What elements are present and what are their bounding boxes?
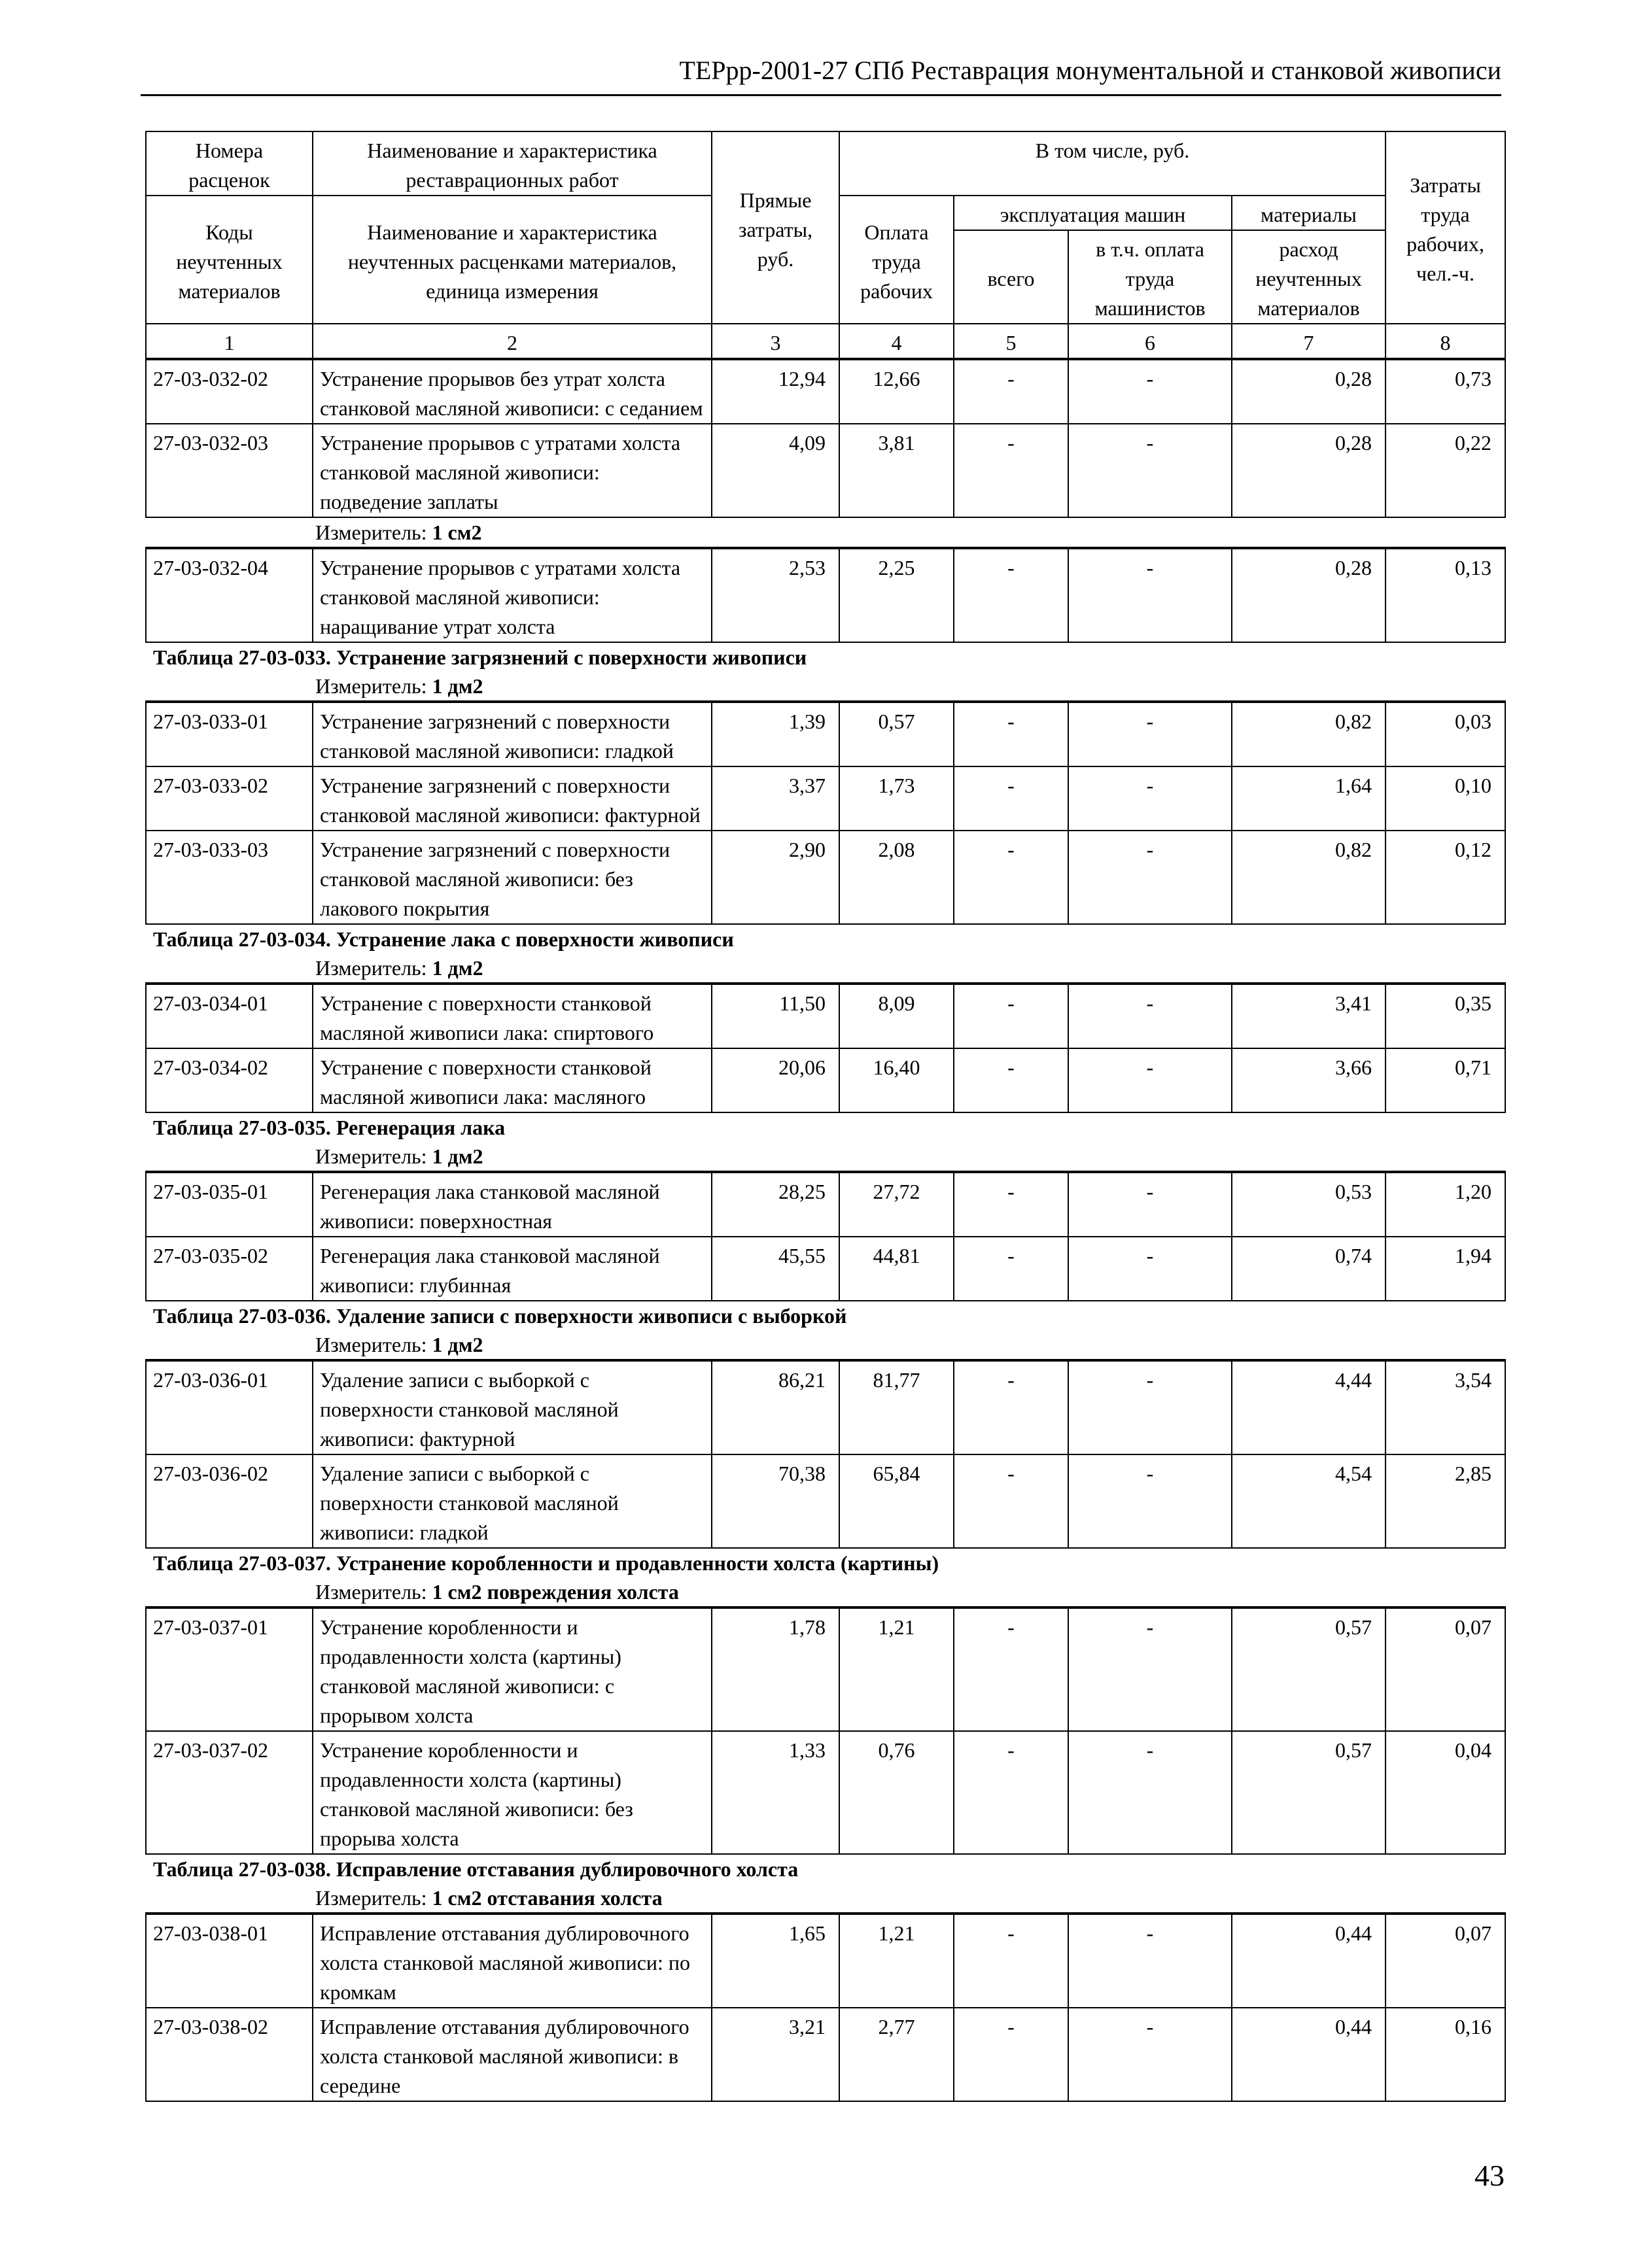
row-direct: 1,65 bbox=[712, 1914, 839, 2008]
row-machines: - bbox=[954, 1360, 1068, 1454]
row-direct: 2,53 bbox=[712, 548, 839, 642]
section-unit bbox=[145, 518, 1505, 547]
section-title: Таблица 27-03-038. Исправление отставания дублировочного холста bbox=[153, 1857, 799, 1881]
row-code: 27-03-036-02 bbox=[146, 1454, 313, 1548]
row-name: Устранение загрязнений с поверхности станковой масляной живописи: гладкой bbox=[313, 702, 712, 766]
row-machines: - bbox=[954, 1914, 1068, 2008]
row-materials: 4,54 bbox=[1232, 1454, 1385, 1548]
table-row bbox=[146, 1454, 1505, 1548]
row-direct: 45,55 bbox=[712, 1237, 839, 1301]
col-num-3: 3 bbox=[712, 324, 839, 358]
section-title: Таблица 27-03-035. Регенерация лака bbox=[153, 1116, 506, 1139]
row-pay: 1,21 bbox=[839, 1914, 954, 2008]
section-title: Таблица 27-03-036. Удаление записи с поверхности живописи с выборкой bbox=[153, 1304, 847, 1328]
row-name: Устранение прорывов без утрат холста станковой масляной живописи: с седанием bbox=[313, 360, 712, 424]
row-pay: 1,21 bbox=[839, 1607, 954, 1731]
table-section bbox=[145, 1549, 1505, 1855]
table-row bbox=[146, 1048, 1505, 1112]
row-direct: 12,94 bbox=[712, 360, 839, 424]
row-direct: 1,33 bbox=[712, 1731, 839, 1854]
row-name: Удаление записи с выборкой с поверхности станковой масляной живописи: фактурной bbox=[313, 1360, 712, 1454]
unit-label: Измеритель: bbox=[315, 956, 427, 980]
col-num-6: 6 bbox=[1068, 324, 1232, 358]
row-pay: 2,77 bbox=[839, 2008, 954, 2101]
unit-label: Измеритель: bbox=[315, 1580, 427, 1604]
row-machines-pay: - bbox=[1068, 1731, 1232, 1854]
col-materials-use: расход неучтенных материалов bbox=[1232, 230, 1385, 324]
row-code: 27-03-033-02 bbox=[146, 766, 313, 831]
row-code: 27-03-035-01 bbox=[146, 1172, 313, 1237]
section-title: Таблица 27-03-034. Устранение лака с поверхности живописи bbox=[153, 927, 734, 951]
row-labor: 0,73 bbox=[1385, 360, 1505, 424]
row-machines: - bbox=[954, 766, 1068, 831]
row-labor: 2,85 bbox=[1385, 1454, 1505, 1548]
col-name-bottom: Наименование и характеристика неучтенных расценками материалов, единица измерения bbox=[313, 196, 712, 324]
row-machines: - bbox=[954, 1454, 1068, 1548]
row-materials: 0,57 bbox=[1232, 1607, 1385, 1731]
unit-value: 1 см2 отставания холста bbox=[432, 1886, 663, 1910]
unit-value: 1 дм2 bbox=[432, 956, 483, 980]
page-header bbox=[141, 52, 1501, 96]
row-labor: 0,16 bbox=[1385, 2008, 1505, 2101]
table-section bbox=[145, 359, 1505, 518]
row-direct: 86,21 bbox=[712, 1360, 839, 1454]
col-codes-top: Номера расценок bbox=[146, 131, 313, 196]
row-code: 27-03-034-01 bbox=[146, 984, 313, 1048]
unit-label: Измеритель: bbox=[315, 521, 427, 544]
row-direct: 1,78 bbox=[712, 1607, 839, 1731]
table-section bbox=[145, 518, 1505, 643]
col-num-7: 7 bbox=[1232, 324, 1385, 358]
section-unit bbox=[145, 1142, 1505, 1171]
row-pay: 0,76 bbox=[839, 1731, 954, 1854]
col-machines-total: всего bbox=[954, 230, 1068, 324]
table-row bbox=[146, 1172, 1505, 1237]
table-header bbox=[145, 131, 1506, 359]
row-labor: 0,71 bbox=[1385, 1048, 1505, 1112]
row-labor: 3,54 bbox=[1385, 1360, 1505, 1454]
table-row bbox=[146, 766, 1505, 831]
row-materials: 0,53 bbox=[1232, 1172, 1385, 1237]
row-labor: 0,35 bbox=[1385, 984, 1505, 1048]
table-row bbox=[146, 831, 1505, 924]
row-direct: 20,06 bbox=[712, 1048, 839, 1112]
table-row bbox=[146, 548, 1505, 642]
row-machines-pay: - bbox=[1068, 1048, 1232, 1112]
row-code: 27-03-033-01 bbox=[146, 702, 313, 766]
row-machines: - bbox=[954, 1048, 1068, 1112]
section-title: Таблица 27-03-033. Устранение загрязнений с поверхности живописи bbox=[153, 645, 807, 669]
row-name: Исправление отставания дублировочного холста станковой масляной живописи: по кромкам bbox=[313, 1914, 712, 2008]
row-labor: 1,20 bbox=[1385, 1172, 1505, 1237]
row-materials: 3,66 bbox=[1232, 1048, 1385, 1112]
unit-label: Измеритель: bbox=[315, 1333, 427, 1356]
table-row bbox=[146, 702, 1505, 766]
col-direct: Прямые затраты, руб. bbox=[712, 131, 839, 324]
unit-label: Измеритель: bbox=[315, 674, 427, 698]
table-section bbox=[145, 925, 1505, 1113]
rates-table bbox=[145, 1606, 1506, 1855]
row-labor: 0,22 bbox=[1385, 424, 1505, 517]
rates-table bbox=[145, 700, 1506, 925]
row-name: Устранение загрязнений с поверхности станковой масляной живописи: фактурной bbox=[313, 766, 712, 831]
row-materials: 1,64 bbox=[1232, 766, 1385, 831]
row-pay: 65,84 bbox=[839, 1454, 954, 1548]
row-code: 27-03-032-03 bbox=[146, 424, 313, 517]
row-code: 27-03-034-02 bbox=[146, 1048, 313, 1112]
col-num-8: 8 bbox=[1385, 324, 1505, 358]
row-machines-pay: - bbox=[1068, 1914, 1232, 2008]
table-row bbox=[146, 424, 1505, 517]
row-name: Устранение коробленности и продавленности холста (картины) станковой масляной живописи: с прорывом холста bbox=[313, 1607, 712, 1731]
row-machines-pay: - bbox=[1068, 831, 1232, 924]
row-pay: 2,08 bbox=[839, 831, 954, 924]
row-labor: 0,13 bbox=[1385, 548, 1505, 642]
row-name: Исправление отставания дублировочного холста станковой масляной живописи: в середине bbox=[313, 2008, 712, 2101]
sections-container bbox=[145, 359, 1505, 2102]
col-machines: эксплуатация машин bbox=[954, 196, 1232, 230]
row-direct: 3,21 bbox=[712, 2008, 839, 2101]
row-machines: - bbox=[954, 1172, 1068, 1237]
row-direct: 11,50 bbox=[712, 984, 839, 1048]
col-name-top: Наименование и характеристика реставрационных работ bbox=[313, 131, 712, 196]
section-unit bbox=[145, 1883, 1505, 1912]
row-name: Устранение с поверхности станковой масляной живописи лака: спиртового bbox=[313, 984, 712, 1048]
table-row bbox=[146, 1360, 1505, 1454]
unit-value: 1 дм2 bbox=[432, 1333, 483, 1356]
table-row bbox=[146, 1914, 1505, 2008]
rates-document bbox=[145, 131, 1505, 2102]
table-row bbox=[146, 2008, 1505, 2101]
row-name: Устранение прорывов с утратами холста станковой масляной живописи: наращивание утрат холста bbox=[313, 548, 712, 642]
row-name: Устранение с поверхности станковой масляной живописи лака: масляного bbox=[313, 1048, 712, 1112]
row-materials: 4,44 bbox=[1232, 1360, 1385, 1454]
table-row bbox=[146, 360, 1505, 424]
row-machines: - bbox=[954, 1607, 1068, 1731]
col-pay: Оплата труда рабочих bbox=[839, 196, 954, 324]
row-code: 27-03-035-02 bbox=[146, 1237, 313, 1301]
row-machines: - bbox=[954, 1731, 1068, 1854]
row-machines-pay: - bbox=[1068, 984, 1232, 1048]
row-machines-pay: - bbox=[1068, 702, 1232, 766]
row-pay: 16,40 bbox=[839, 1048, 954, 1112]
row-code: 27-03-038-01 bbox=[146, 1914, 313, 2008]
section-unit bbox=[145, 672, 1505, 700]
row-labor: 0,07 bbox=[1385, 1914, 1505, 2008]
table-row bbox=[146, 1731, 1505, 1854]
col-num-1: 1 bbox=[146, 324, 313, 358]
page-number: 43 bbox=[1474, 2159, 1505, 2192]
unit-label: Измеритель: bbox=[315, 1144, 427, 1168]
row-machines-pay: - bbox=[1068, 1172, 1232, 1237]
row-labor: 0,10 bbox=[1385, 766, 1505, 831]
row-pay: 3,81 bbox=[839, 424, 954, 517]
row-pay: 1,73 bbox=[839, 766, 954, 831]
row-materials: 0,28 bbox=[1232, 360, 1385, 424]
unit-value: 1 дм2 bbox=[432, 1144, 483, 1168]
row-materials: 0,82 bbox=[1232, 702, 1385, 766]
row-materials: 0,82 bbox=[1232, 831, 1385, 924]
table-row bbox=[146, 1607, 1505, 1731]
col-num-2: 2 bbox=[313, 324, 712, 358]
page-header-title: ТЕРрр-2001-27 СПб Реставрация монументальной и станковой живописи bbox=[679, 56, 1501, 85]
row-machines-pay: - bbox=[1068, 1360, 1232, 1454]
table-row bbox=[146, 1237, 1505, 1301]
row-code: 27-03-036-01 bbox=[146, 1360, 313, 1454]
row-direct: 1,39 bbox=[712, 702, 839, 766]
row-materials: 0,44 bbox=[1232, 1914, 1385, 2008]
row-machines-pay: - bbox=[1068, 424, 1232, 517]
row-direct: 2,90 bbox=[712, 831, 839, 924]
col-materials: материалы bbox=[1232, 196, 1385, 230]
row-pay: 0,57 bbox=[839, 702, 954, 766]
col-including: В том числе, руб. bbox=[839, 131, 1385, 196]
row-labor: 0,12 bbox=[1385, 831, 1505, 924]
col-labor: Затраты труда рабочих, чел.-ч. bbox=[1385, 131, 1505, 324]
col-machines-pay: в т.ч. оплата труда машинистов bbox=[1068, 230, 1232, 324]
row-pay: 81,77 bbox=[839, 1360, 954, 1454]
row-code: 27-03-033-03 bbox=[146, 831, 313, 924]
row-code: 27-03-037-02 bbox=[146, 1731, 313, 1854]
row-code: 27-03-038-02 bbox=[146, 2008, 313, 2101]
row-labor: 1,94 bbox=[1385, 1237, 1505, 1301]
col-num-5: 5 bbox=[954, 324, 1068, 358]
table-section bbox=[145, 1113, 1505, 1301]
row-machines-pay: - bbox=[1068, 548, 1232, 642]
row-machines-pay: - bbox=[1068, 360, 1232, 424]
row-materials: 0,44 bbox=[1232, 2008, 1385, 2101]
row-machines-pay: - bbox=[1068, 1454, 1232, 1548]
row-direct: 4,09 bbox=[712, 424, 839, 517]
row-machines-pay: - bbox=[1068, 2008, 1232, 2101]
row-materials: 0,57 bbox=[1232, 1731, 1385, 1854]
table-section bbox=[145, 643, 1505, 925]
row-materials: 0,28 bbox=[1232, 424, 1385, 517]
rates-table bbox=[145, 547, 1506, 643]
row-pay: 8,09 bbox=[839, 984, 954, 1048]
row-materials: 0,28 bbox=[1232, 548, 1385, 642]
row-machines: - bbox=[954, 360, 1068, 424]
rates-table bbox=[145, 359, 1506, 518]
row-materials: 3,41 bbox=[1232, 984, 1385, 1048]
row-pay: 2,25 bbox=[839, 548, 954, 642]
row-machines: - bbox=[954, 424, 1068, 517]
table-row bbox=[146, 984, 1505, 1048]
rates-table bbox=[145, 1359, 1506, 1549]
row-pay: 44,81 bbox=[839, 1237, 954, 1301]
row-name: Устранение загрязнений с поверхности станковой масляной живописи: без лакового покрытия bbox=[313, 831, 712, 924]
row-machines: - bbox=[954, 831, 1068, 924]
col-num-4: 4 bbox=[839, 324, 954, 358]
row-machines: - bbox=[954, 548, 1068, 642]
section-unit bbox=[145, 1577, 1505, 1606]
table-section bbox=[145, 1301, 1505, 1549]
section-title: Таблица 27-03-037. Устранение коробленности и продавленности холста (картины) bbox=[153, 1551, 939, 1575]
unit-label: Измеритель: bbox=[315, 1886, 427, 1910]
row-machines: - bbox=[954, 702, 1068, 766]
row-name: Устранение прорывов с утратами холста станковой масляной живописи: подведение заплаты bbox=[313, 424, 712, 517]
table-section bbox=[145, 1855, 1505, 2102]
unit-value: 1 см2 bbox=[432, 521, 482, 544]
row-labor: 0,07 bbox=[1385, 1607, 1505, 1731]
row-direct: 70,38 bbox=[712, 1454, 839, 1548]
row-labor: 0,04 bbox=[1385, 1731, 1505, 1854]
rates-table bbox=[145, 982, 1506, 1113]
row-labor: 0,03 bbox=[1385, 702, 1505, 766]
unit-value: 1 см2 повреждения холста bbox=[432, 1580, 679, 1604]
rates-table bbox=[145, 1912, 1506, 2102]
row-machines: - bbox=[954, 2008, 1068, 2101]
row-pay: 12,66 bbox=[839, 360, 954, 424]
col-codes-bottom: Коды неучтенных материалов bbox=[146, 196, 313, 324]
row-machines: - bbox=[954, 1237, 1068, 1301]
row-machines-pay: - bbox=[1068, 766, 1232, 831]
section-unit bbox=[145, 954, 1505, 982]
row-materials: 0,74 bbox=[1232, 1237, 1385, 1301]
row-code: 27-03-037-01 bbox=[146, 1607, 313, 1731]
row-code: 27-03-032-04 bbox=[146, 548, 313, 642]
row-direct: 3,37 bbox=[712, 766, 839, 831]
rates-table bbox=[145, 1171, 1506, 1301]
row-name: Удаление записи с выборкой с поверхности станковой масляной живописи: гладкой bbox=[313, 1454, 712, 1548]
row-name: Регенерация лака станковой масляной живописи: поверхностная bbox=[313, 1172, 712, 1237]
row-name: Устранение коробленности и продавленности холста (картины) станковой масляной живописи: без прорыва холста bbox=[313, 1731, 712, 1854]
row-name: Регенерация лака станковой масляной живописи: глубинная bbox=[313, 1237, 712, 1301]
row-machines: - bbox=[954, 984, 1068, 1048]
row-pay: 27,72 bbox=[839, 1172, 954, 1237]
row-direct: 28,25 bbox=[712, 1172, 839, 1237]
row-machines-pay: - bbox=[1068, 1237, 1232, 1301]
row-machines-pay: - bbox=[1068, 1607, 1232, 1731]
row-code: 27-03-032-02 bbox=[146, 360, 313, 424]
unit-value: 1 дм2 bbox=[432, 674, 483, 698]
section-unit bbox=[145, 1330, 1505, 1359]
